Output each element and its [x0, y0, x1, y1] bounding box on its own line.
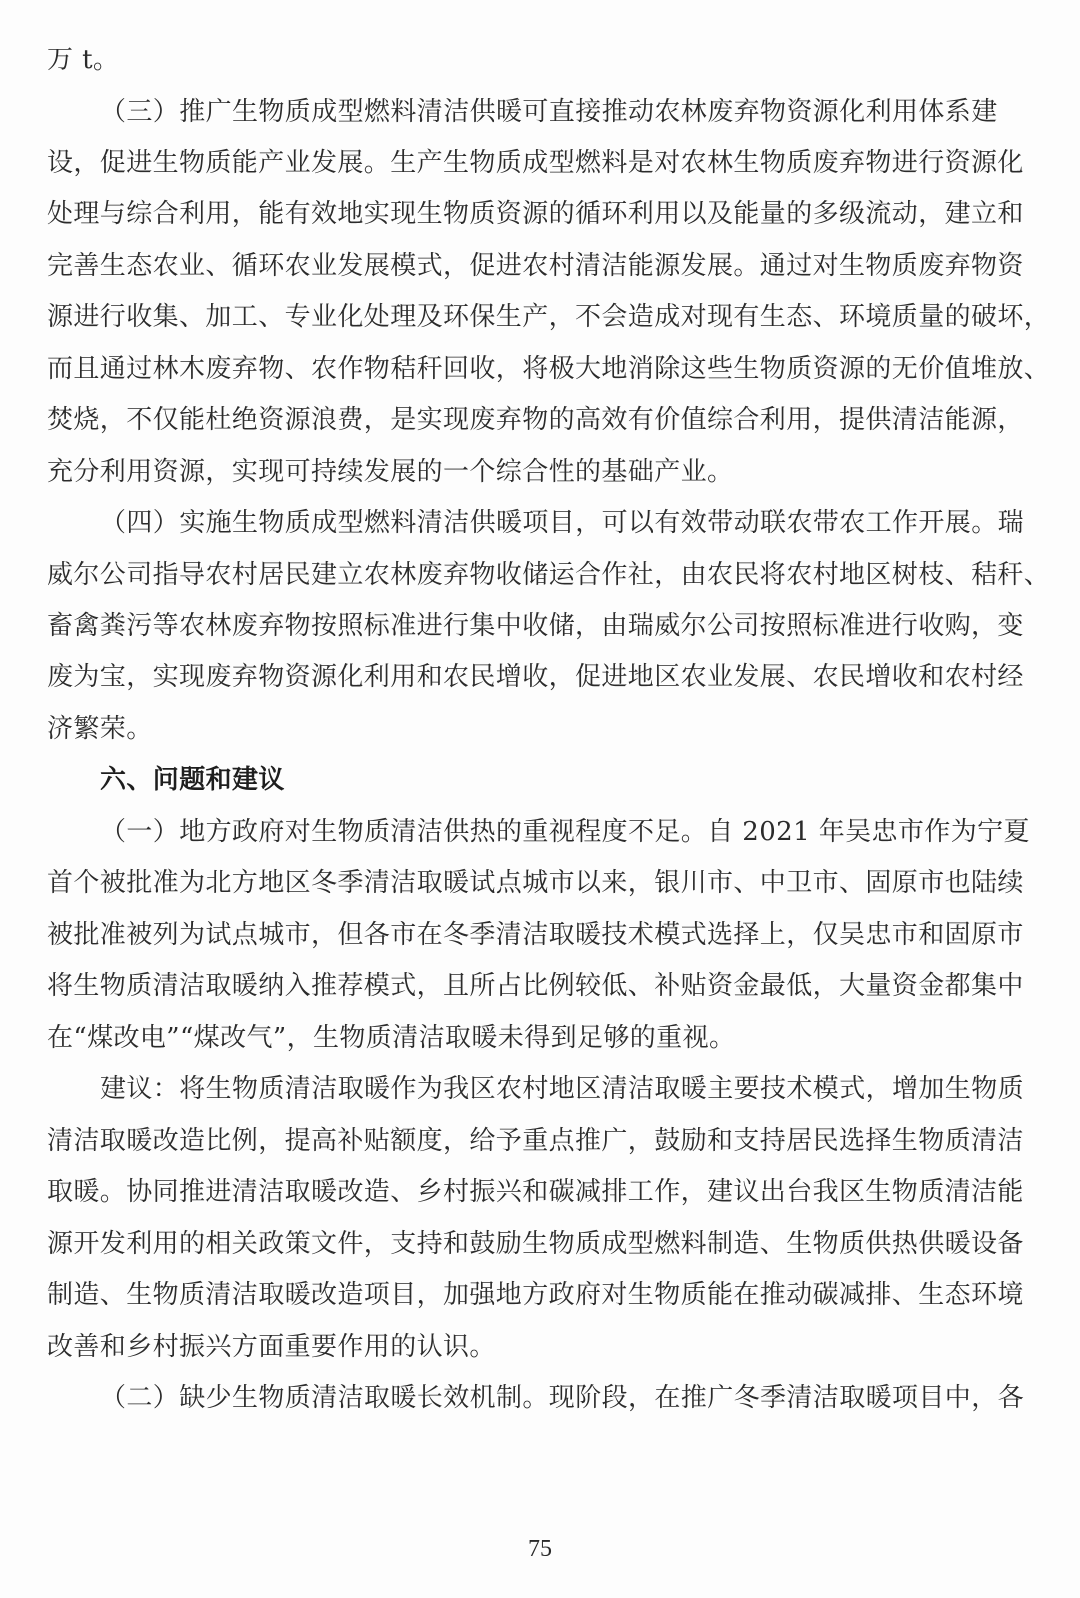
paragraph-suggestion-line: 制造、生物质清洁取暖改造项目，加强地方政府对生物质能在推动碳减排、生态环境 [47, 1280, 1024, 1310]
paragraph-3-line: 完善生态农业、循环农业发展模式，促进农村清洁能源发展。通过对生物质废弃物资 [47, 251, 1024, 281]
paragraph-suggestion-line: 源开发利用的相关政策文件，支持和鼓励生物质成型燃料制造、生物质供热供暖设备 [47, 1229, 1024, 1259]
paragraph-issue-1-line: 首个被批准为北方地区冬季清洁取暖试点城市以来，银川市、中卫市、固原市也陆续 [47, 868, 1024, 898]
paragraph-3-line: 而且通过林木废弃物、农作物秸秆回收，将极大地消除这些生物质资源的无价值堆放、 [47, 354, 1051, 384]
paragraph-suggestion-line: 改善和乡村振兴方面重要作用的认识。 [47, 1332, 496, 1362]
paragraph-suggestion-line: 清洁取暖改造比例，提高补贴额度，给予重点推广，鼓励和支持居民选择生物质清洁 [47, 1126, 1024, 1156]
paragraph-issue-1-line: 在“煤改电”“煤改气”，生物质清洁取暖未得到足够的重视。 [47, 1023, 736, 1053]
page-number: 75 [528, 1536, 552, 1562]
paragraph-suggestion-line: 取暖。协同推进清洁取暖改造、乡村振兴和碳减排工作，建议出台我区生物质清洁能 [47, 1177, 1024, 1207]
paragraph-issue-1-line: （一）地方政府对生物质清洁供热的重视程度不足。自 2021 年吴忠市作为宁夏 [100, 817, 1030, 847]
section-heading: 六、问题和建议 [100, 765, 285, 795]
paragraph-4-line: 威尔公司指导农村居民建立农林废弃物收储运合作社，由农民将农村地区树枝、秸秆、 [47, 560, 1051, 590]
paragraph-3-line: （三）推广生物质成型燃料清洁供暖可直接推动农林废弃物资源化利用体系建 [100, 97, 998, 127]
paragraph-4-line: 废为宝，实现废弃物资源化利用和农民增收，促进地区农业发展、农民增收和农村经 [47, 662, 1024, 692]
paragraph-4-line: 济繁荣。 [47, 714, 153, 744]
paragraph-3-line: 设，促进生物质能产业发展。生产生物质成型燃料是对农林生物质废弃物进行资源化 [47, 148, 1024, 178]
paragraph-3-line: 处理与综合利用，能有效地实现生物质资源的循环利用以及能量的多级流动，建立和 [47, 199, 1024, 229]
paragraph-3-line: 充分利用资源，实现可持续发展的一个综合性的基础产业。 [47, 457, 734, 487]
paragraph-line: 万 t。 [47, 45, 120, 75]
paragraph-issue-1-line: 将生物质清洁取暖纳入推荐模式，且所占比例较低、补贴资金最低，大量资金都集中 [47, 971, 1024, 1001]
paragraph-4-line: （四）实施生物质成型燃料清洁供暖项目，可以有效带动联农带农工作开展。瑞 [100, 508, 1025, 538]
paragraph-4-line: 畜禽粪污等农林废弃物按照标准进行集中收储，由瑞威尔公司按照标准进行收购，变 [47, 611, 1024, 641]
paragraph-3-line: 焚烧，不仅能杜绝资源浪费，是实现废弃物的高效有价值综合利用，提供清洁能源， [47, 405, 1024, 435]
paragraph-3-line: 源进行收集、加工、专业化处理及环保生产，不会造成对现有生态、环境质量的破坏， [47, 302, 1051, 332]
paragraph-suggestion-line: 建议：将生物质清洁取暖作为我区农村地区清洁取暖主要技术模式，增加生物质 [100, 1074, 1025, 1104]
paragraph-issue-2-line: （二）缺少生物质清洁取暖长效机制。现阶段，在推广冬季清洁取暖项目中，各 [100, 1383, 1025, 1413]
paragraph-issue-1-line: 被批准被列为试点城市，但各市在冬季清洁取暖技术模式选择上，仅吴忠市和固原市 [47, 920, 1024, 950]
